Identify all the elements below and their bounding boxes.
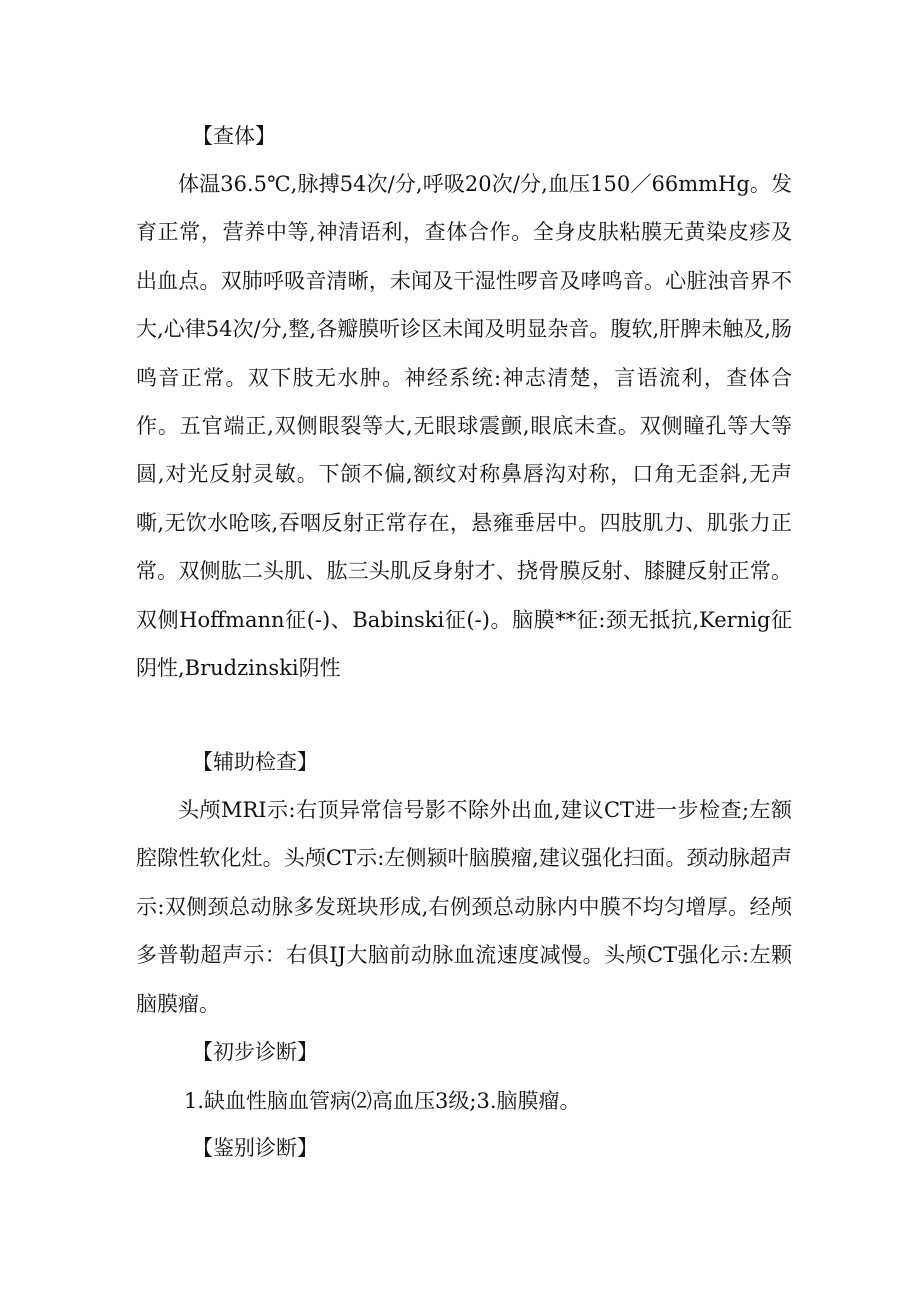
heading-auxiliary-exam: 【辅助检查】 xyxy=(192,750,318,774)
preliminary-diagnosis-list: 1.缺血性脑血管病⑵高血压3级;3.脑膜瘤。 xyxy=(184,1089,581,1113)
auxiliary-exam-paragraph: 头颅MRI示:右顶异常信号影不除外出血,建议CT进一步检查;左额腔隙性软化灶。头颅CT示:左侧颍叶脑膜瘤,建议强化扫面。颈动脉超声示:双侧颈总动脉多发斑块形成,右例颈总动脉内中膜不均匀增厚。经颅多普勒超声示：右俱IJ大脑前动脉血流速度减慢。头颅CT强化示:左颗脑膜瘤。 xyxy=(136,798,792,1016)
heading-physical-exam: 【查体】 xyxy=(192,124,276,148)
heading-differential-diagnosis: 【鉴别诊断】 xyxy=(192,1136,318,1160)
heading-preliminary-diagnosis: 【初步诊断】 xyxy=(192,1040,318,1064)
physical-exam-paragraph: 体温36.5℃,脉搏54次/分,呼吸20次/分,血压150／66mmHg。发育正常，营养中等,神清语利，查体合作。全身皮肤粘膜无黄染皮疹及出血点。双肺呼吸音清晰，未闻及干湿性啰音及哮鸣音。心脏浊音界不大,心律54次/分,整,各瓣膜听诊区未闻及明显杂音。腹软,肝脾未触及,肠鸣音正常。双下肢无水肿。神经系统:神志清楚，言语流利，查体合作。五官端正,双侧眼裂等大,无眼球震颤,眼底未查。双侧瞳孔等大等圆,对光反射灵敏。下颌不偏,额纹对称鼻唇沟对称，口角无歪斜,无声嘶,无饮水呛咳,吞咽反射正常存在，悬雍垂居中。四肢肌力、肌张力正常。双侧肱二头肌、肱三头肌反身射才、挠骨膜反射、膝腱反射正常。双侧Hoffmann征(-)、Babinski征(-)。脑膜**征:颈无抵抗,Kernig征阴性,Brudzinski阴性 xyxy=(136,172,792,681)
